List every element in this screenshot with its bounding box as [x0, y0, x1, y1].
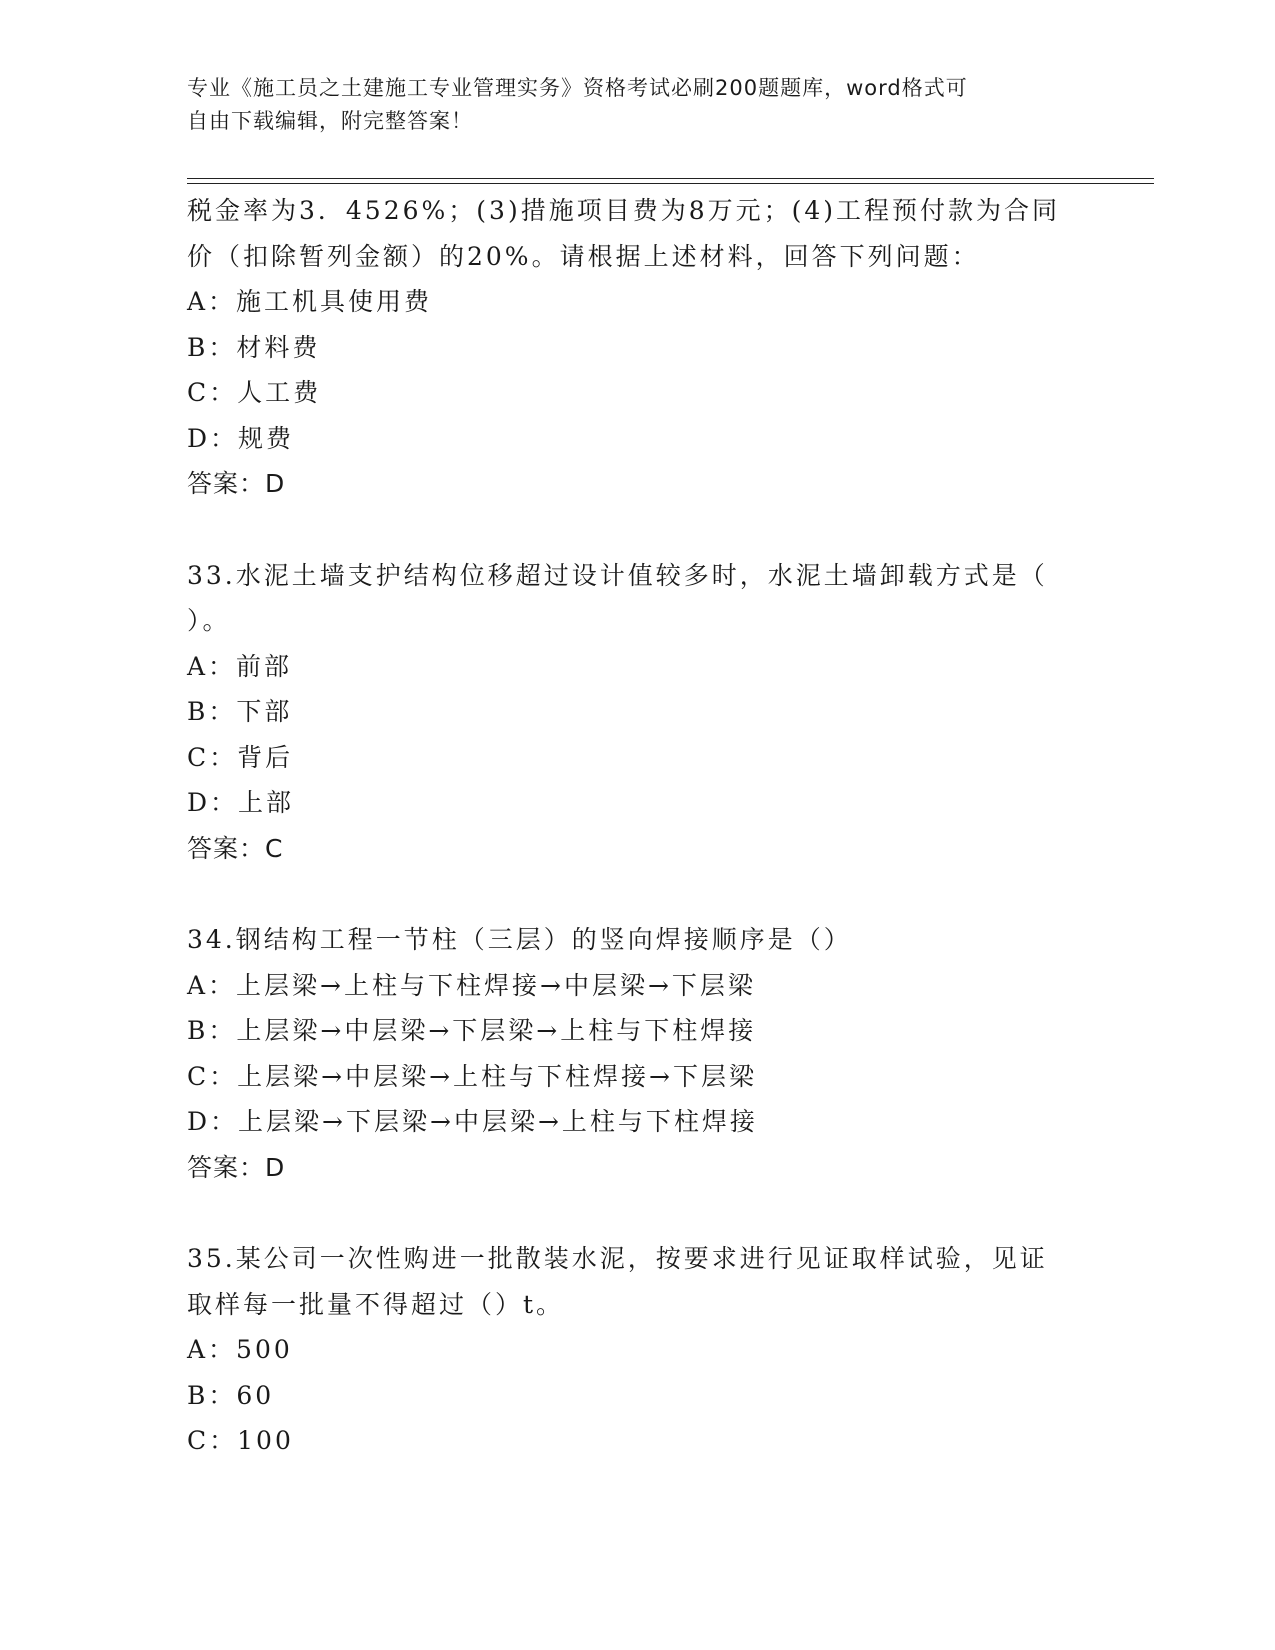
- question-34: [187, 917, 1087, 1190]
- option-b: B：上层梁→中层梁→下层梁→上柱与下柱焊接: [187, 1016, 757, 1045]
- question-stem: 价（扣除暂列金额）的20%。请根据上述材料，回答下列问题：: [187, 241, 980, 271]
- option-a: A：500: [187, 1335, 293, 1364]
- option-b: B：60: [187, 1380, 275, 1410]
- question-stem: 税金率为3．4526%；(3)措施项目费为8万元；(4)工程预付款为合同: [187, 196, 1061, 225]
- header-line-2: 自由下载编辑，附完整答案！: [187, 109, 473, 133]
- spacer: [187, 871, 1087, 917]
- spacer: [187, 1190, 1087, 1236]
- question-stem: 34.钢结构工程一节柱（三层）的竖向焊接顺序是（）: [187, 925, 852, 954]
- option-a: A：前部: [187, 651, 293, 681]
- option-d: D：规费: [187, 423, 295, 453]
- spacer: [187, 507, 1087, 553]
- header-line-1: 专业《施工员之土建施工专业管理实务》资格考试必刷200题题库，word格式可: [187, 76, 968, 100]
- option-c: C：上层梁→中层梁→上柱与下柱焊接→下层梁: [187, 1061, 757, 1091]
- option-d: D：上部: [187, 788, 295, 817]
- option-a: A：上层梁→上柱与下柱焊接→中层梁→下层梁: [187, 970, 756, 1000]
- answer: 答案：C: [187, 833, 284, 863]
- option-d: D：上层梁→下层梁→中层梁→上柱与下柱焊接: [187, 1107, 758, 1136]
- question-stem: ）。: [187, 606, 231, 635]
- option-a: A：施工机具使用费: [187, 287, 433, 316]
- question-stem: 35.某公司一次性购进一批散装水泥，按要求进行见证取样试验，见证: [187, 1244, 1048, 1273]
- answer: 答案：D: [187, 469, 286, 498]
- question-stem: 33.水泥土墙支护结构位移超过设计值较多时，水泥土墙卸载方式是（: [187, 560, 1048, 590]
- question-32: [187, 188, 1087, 507]
- option-b: B：材料费: [187, 332, 321, 362]
- option-b: B：下部: [187, 697, 293, 726]
- document-header: [187, 72, 1067, 138]
- answer: 答案：D: [187, 1152, 286, 1182]
- question-33: [187, 553, 1087, 872]
- question-list: [187, 188, 1087, 1464]
- question-35: [187, 1236, 1087, 1464]
- header-divider-top: [187, 178, 1154, 179]
- option-c: C：100: [187, 1426, 294, 1455]
- question-stem: 取样每一批量不得超过（）t。: [187, 1289, 565, 1319]
- header-divider-bottom: [187, 183, 1154, 184]
- option-c: C：背后: [187, 742, 294, 772]
- option-c: C：人工费: [187, 378, 322, 407]
